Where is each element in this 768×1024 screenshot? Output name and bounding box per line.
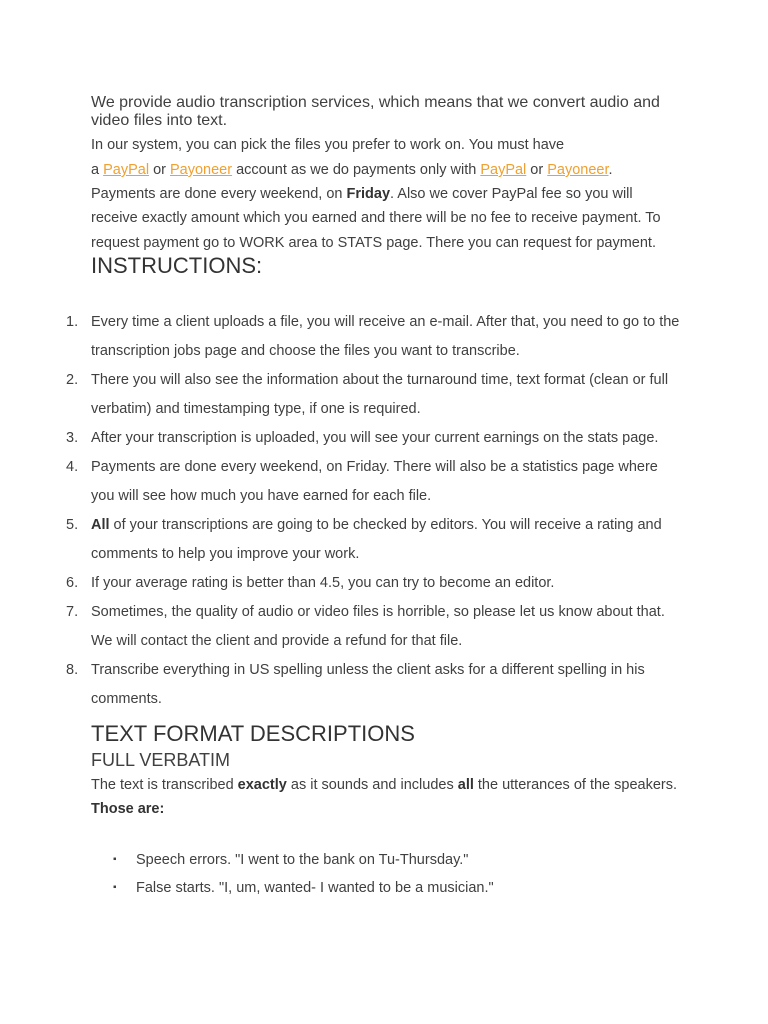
- payment-line-5: request payment go to WORK area to STATS page. There you can request for payment.: [91, 235, 656, 251]
- payment-line-3: Payments are done every weekend, on Friday. Also we cover PayPal fee so you will: [91, 186, 633, 202]
- friday-bold: Friday: [346, 186, 391, 202]
- instruction-item: 3. After your transcription is uploaded, you will see your current earnings on the stats page.: [66, 430, 659, 446]
- payoneer-link[interactable]: Payoneer: [170, 162, 233, 178]
- paypal-link[interactable]: PayPal: [103, 162, 150, 178]
- payment-line-1: In our system, you can pick the files you prefer to work on. You must have: [91, 137, 565, 153]
- full-verbatim-description: The text is transcribed exactly as it sounds and includes all the utterances of the speakers.: [91, 777, 677, 793]
- intro-paragraph: We provide audio transcription services, which means that we convert audio and video files into text.: [91, 94, 660, 129]
- those-are-label: Those are:: [91, 801, 165, 817]
- payoneer-link-2[interactable]: Payoneer: [547, 162, 609, 178]
- list-item: ▪ Speech errors. "I went to the bank on Tu-Thursday.": [0, 846, 700, 874]
- text-format-heading: TEXT FORMAT DESCRIPTIONS: [91, 721, 415, 746]
- instruction-item: 6. If your average rating is better than 4.5, you can try to become an editor.: [66, 575, 555, 591]
- verbatim-bullet-list: [0, 846, 700, 902]
- instructions-heading: INSTRUCTIONS:: [91, 253, 263, 278]
- instruction-item: 2. There you will also see the information about the turnaround time, text format (clean or full verbatim) and timestamping type, if one is required.: [66, 372, 669, 417]
- full-verbatim-subheading: FULL VERBATIM: [91, 750, 231, 770]
- instructions-list: [0, 308, 720, 714]
- payment-line-4: receive exactly amount which you earned and there will be no fee to receive payment. To: [91, 210, 661, 226]
- list-item: ▪ False starts. "I, um, wanted- I wanted to be a musician.": [0, 874, 700, 902]
- instruction-item: 4. Payments are done every weekend, on Friday. There will also be a statistics page where you will see how much you have earned for each file.: [66, 459, 658, 504]
- payment-line-2: a PayPal or Payoneer account as we do payments only with PayPal or Payoneer.: [91, 162, 613, 178]
- instruction-item: 1. Every time a client uploads a file, you will receive an e-mail. After that, you need to go to the transcription jobs page and choose the files you want to transcribe.: [66, 314, 680, 359]
- instruction-item: 5. All of your transcriptions are going to be checked by editors. You will receive a rating and comments to help you improve your work.: [66, 517, 662, 562]
- instruction-item: 8. Transcribe everything in US spelling unless the client asks for a different spelling in his comments.: [66, 662, 645, 707]
- paypal-link-2[interactable]: PayPal: [480, 162, 527, 178]
- square-bullet-icon: ▪: [113, 882, 117, 893]
- instruction-item: 7. Sometimes, the quality of audio or video files is horrible, so please let us know about that. We will contact the client and provide a refund for that file.: [66, 604, 665, 649]
- square-bullet-icon: ▪: [113, 854, 117, 865]
